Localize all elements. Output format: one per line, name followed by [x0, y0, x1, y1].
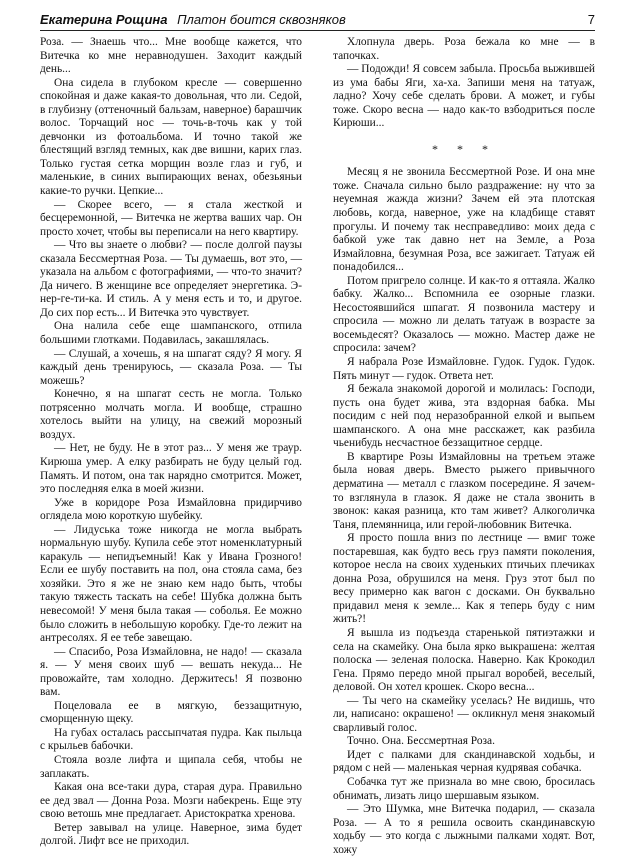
section-separator: * * *: [432, 141, 496, 156]
paragraph: Уже в коридоре Роза Измайловна придирчиво оглядела мою короткую шубейку.: [40, 496, 302, 523]
paragraph: — Спасибо, Роза Измайловна, не надо! — сказала я. — У меня своих шуб — вешать некуда... Не провожайте, там холодно. Держитесь! Я позвоню вам.: [40, 645, 302, 699]
paragraph: Я бежала знакомой дорогой и молилась: Господи, пусть она будет жива, эта вздорная бабка. Мы посидим с ней под неразобранной елкой и выпьем шампанского. А она мне расскажет, как разбила чьенибудь несчастное беззащитное сердце.: [333, 383, 595, 450]
paragraph: Какая она все-таки дура, старая дура. Правильно ее дед звал — Донна Роза. Мозги набекрень. Еще эту свою ветошь мне предлагает. Аристократка хренова.: [40, 781, 302, 821]
paragraph: Я набрала Розе Измайловне. Гудок. Гудок. Гудок. Пять минут — гудок. Ответа нет.: [333, 356, 595, 382]
paragraph: Точно. Она. Бессмертная Роза.: [347, 735, 495, 748]
paragraph: — Скорее всего, — я стала жесткой и бесцеремонной, — Витечка не жертва ваших чар. Он просто хочет, чтобы вы переписали на него квартиру.: [40, 198, 302, 238]
paragraph: Ветер завывал на улице. Наверное, зима будет долгой. Лифт все не приходил.: [40, 821, 302, 848]
header-author: Екатерина Рощина: [40, 12, 168, 27]
page-number: 7: [587, 12, 595, 27]
paragraph: Потом пригрело солнце. И как-то я оттаяла. Жалко бабку. Жалко... Вспомнила ее озорные глазки. Несостоявшийся шпагат. Я позвонила мастеру и спросила — можно ли делать татуаж в возрасте за восемьдесят? Оказалось — можно. Мастер даже не спросила: зачем?: [333, 274, 595, 355]
paragraph: — Подожди! Я совсем забыла. Просьба выжившей из ума бабы Яги, ха-ха. Запиши меня на татуаж, ладно? Хочу себе сделать брови. А может, и губы тоже. Скоро весна — надо как-то взбодриться после Кирюши...: [333, 63, 595, 130]
paragraph: Конечно, я на шпагат сесть не могла. Только потрясенно молчать могла. И вообще, страшно хотелось выйти на улицу, на свежий морозный воздух.: [40, 388, 302, 441]
paragraph: Хлопнула дверь. Роза бежала ко мне — в тапочках.: [333, 36, 595, 62]
paragraph: — Лидуська тоже никогда не могла выбрать нормальную шубу. Купила себе этот номенклатурный каракуль — непидъемный! Как у Ивана Грозного! Если ее шубу поставить на пол, она стояла сама, без хозяйки. Это я же не знаю кем надо быть, чтобы такую тяжесть таскать на себе! Шубка должна быть невесомой! У меня была такая — соболья. Ее можно было сложить в небольшую коробку. Где-то лежит на антресолях. Я ее тебе завещаю.: [40, 523, 302, 645]
right-column: [333, 36, 595, 857]
paragraph: — Это Шумка, мне Витечка подарил, — сказала Роза. — А то я решила освоить скандинавскую ходьбу — это когда с лыжными палками ходят. Вот, хожу: [333, 803, 595, 856]
paragraph: Идет с палками для скандинавской ходьбы, и рядом с ней — маленькая черная кудрявая собачка.: [333, 748, 595, 775]
paragraph: Я просто пошла вниз по лестнице — вмиг тоже постаревшая, как будто весь груз памяти поколения, которое несла на своих худеньких птичьих плечиках донна Роза, обрушился на меня. Груз этот был по весу примерно как вагон с досками. Он буквально придавил меня к земле... Как я теперь буду с ним жить?!: [333, 532, 595, 626]
paragraph: — Слушай, а хочешь, я на шпагат сяду? Я могу. Я каждый день тренируюсь, — сказала Роза. — Ты можешь?: [40, 347, 302, 387]
paragraph: — Ты чего на скамейку уселась? Не видишь, что ли, написано: окрашено! — окликнул меня знакомый сварливый голос.: [333, 694, 595, 734]
paragraph: Стояла возле лифта и щипала себя, чтобы не заплакать.: [40, 753, 302, 780]
paragraph: Роза. — Знаешь что... Мне вообще кажется, что Витечка ко мне неравнодушен. Заходит каждый день...: [40, 36, 302, 76]
paragraph: — Что вы знаете о любви? — после долгой паузы сказала Бессмертная Роза. — Ты думаешь, вот это, — указала на альбом с фотографиями, — что-то значит? Да ничего. В женщине все определяет энергетика. Э-нер-ге-ти-ка. И стиль. А у меня есть и то, и другое. До сих пор есть... И Витечка это чувствует.: [40, 239, 302, 319]
left-column: [40, 36, 302, 849]
header-title: Платон боится сквозняков: [177, 12, 346, 27]
paragraph: Я вышла из подъезда старенькой пятиэтажки и села на скамейку. Она была ярко выкрашена: желтая полоска — зеленая полоска. Наверно. Как Крокодил Гена. Прямо передо мной прыгал воробей, веселый, деловой. Он хотел крошек. Скоро весна...: [333, 626, 595, 694]
paragraph: На губах осталась рассыпчатая пудра. Как пыльца с крыльев бабочки.: [40, 726, 302, 753]
paragraph: Она сидела в глубоком кресле — совершенно спокойная и даже какая-то довольная, что ли. Седой, в глубизну (оттеночный бальзам, наверное) барашчик волос. Торчащий нос — точь-в-точь как у той девчонки из фотоальбома. И точно такой же блестящий взгляд темных, как две вишни, карих глаз. Только густая сетка морщин возле глаз и губ, и маленькие, в синих выпирающих венах, обезьяньи какие-то ручки. Цепкие...: [40, 76, 302, 198]
page-header: [40, 10, 595, 31]
paragraph: Месяц я не звонила Бессмертной Розе. И она мне тоже. Сначала сильно было раздражение: ну что за неуемная жажда жизни? Зачем ей эта плотская любовь, когда, наверное, уже на кладбище ставят прогулы. И почему так несправедливо: моих деда с бабкой уже так давно нет на Земле, а Роза Измайловна, безумная Роза, все зажигает. Татуаж ей понадобился...: [333, 166, 595, 274]
paragraph: Она налила себе еще шампанского, отпила большими глотками. Подавилась, закашлялась.: [40, 320, 302, 347]
paragraph: — Нет, не буду. Не в этот раз... У меня же траур. Кирюша умер. А елку разбирать не буду целый год. Память. И потом, она так нарядно смотрится. Может, это последняя елка в моей жизни.: [40, 442, 302, 496]
paragraph: В квартире Розы Измайловны на третьем этаже была новая дверь. Вместо рыжего привычного дерматина — металл с глазком посередине. Я зачем-то взглянула в глазок. Я даже не стала звонить в звонок: какая разница, кто там живет? Алкоголичка Таня, племянница, или герой-любовник Витечка.: [333, 450, 595, 531]
paragraph: Собачка тут же признала во мне свою, бросилась обнимать, лизать лицо шершавым языком.: [333, 775, 595, 802]
paragraph: Поцеловала ее в мягкую, беззащитную, сморщенную щеку.: [40, 699, 302, 726]
